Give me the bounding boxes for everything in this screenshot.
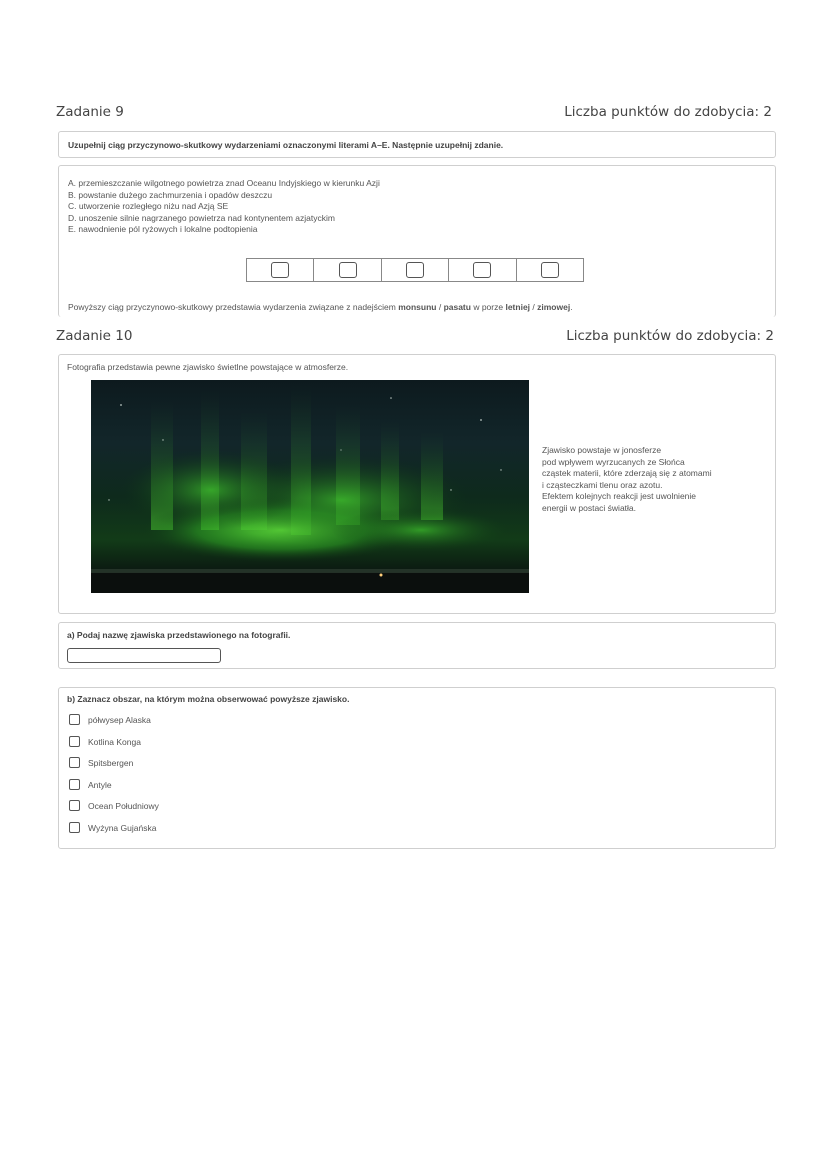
sequence-slot[interactable] [382,259,449,281]
sentence-middle: w porze [470,302,506,312]
task9-content-box [58,165,776,317]
slot-box[interactable] [271,262,289,278]
task10-header [56,328,774,344]
task10-points: Liczba punktów do zdobycia: 2 [566,328,774,344]
aurora-photo [91,380,529,593]
checkbox[interactable] [69,800,80,811]
checkbox[interactable] [69,779,80,790]
task10-intro: Fotografia przedstawia pewne zjawisko świetlne powstające w atmosferze. [67,362,349,372]
phenomenon-answer-input[interactable] [67,648,221,663]
option-label: Kotlina Konga [88,736,141,747]
task10-title: Zadanie 10 [56,328,133,344]
event-a: A. przemieszczanie wilgotnego powietrza znad Oceanu Indyjskiego w kierunku Azji [68,178,380,188]
part-a-question: a) Podaj nazwę zjawiska przedstawionego na fotografii. [67,630,291,640]
sequence-slot[interactable] [517,259,583,281]
task9-events [68,178,380,236]
sequence-slot[interactable] [314,259,381,281]
option-antyle[interactable] [69,779,112,790]
option-alaska[interactable] [69,714,151,725]
slot-box[interactable] [473,262,491,278]
description-line: Efektem kolejnych reakcji jest uwolnienie [542,491,697,501]
sequence-slot[interactable] [247,259,314,281]
event-d: D. unoszenie silnie nagrzanego powietrza nad kontynentem azjatyckim [68,212,335,223]
option-kotlina-konga[interactable] [69,736,141,747]
sequence-slot[interactable] [449,259,516,281]
checkbox[interactable] [69,736,80,747]
option-zimowej[interactable]: zimowej [537,302,571,312]
part-b-box [58,687,776,849]
sentence-sep1: / [436,302,444,312]
option-label: Ocean Południowy [88,800,159,811]
checkbox[interactable] [69,757,80,768]
option-wyzyna-gujanska[interactable] [69,822,156,833]
option-spitsbergen[interactable] [69,757,133,768]
description-line: pod wpływem wyrzucanych ze Słońca [542,456,685,467]
sequence-slots [246,258,584,282]
checkbox[interactable] [69,822,80,833]
option-label: Antyle [88,779,112,790]
slot-box[interactable] [541,262,559,278]
sentence-prefix: Powyższy ciąg przyczynowo-skutkowy przedstawia wydarzenia związane z nadejściem [68,302,399,312]
task9-sentence [68,302,573,314]
description-line: energii w postaci światła. [542,502,637,513]
sentence-sep2: / [530,302,538,312]
checkbox[interactable] [69,714,80,725]
event-c: C. utworzenie rozległego niżu nad Azją SE [68,201,229,211]
option-label: półwysep Alaska [88,714,151,725]
aurora-illustration [91,380,529,593]
description-line: cząstek materii, które zderzają się z atomami [542,468,712,478]
phenomenon-description [542,445,712,514]
option-monsunu[interactable]: monsunu [398,302,437,312]
task9-title: Zadanie 9 [56,104,124,120]
part-b-question: b) Zaznacz obszar, na którym można obserwować powyższe zjawisko. [67,694,350,704]
description-line: i cząsteczkami tlenu oraz azotu. [542,479,663,490]
task9-points: Liczba punktów do zdobycia: 2 [564,104,772,120]
part-a-box [58,622,776,669]
task9-header [56,104,772,120]
slot-box[interactable] [339,262,357,278]
task9-instruction-box [58,131,776,158]
description-line: Zjawisko powstaje w jonosferze [542,445,662,455]
option-label: Spitsbergen [88,757,134,768]
option-ocean-poludniowy[interactable] [69,800,159,811]
option-letniej[interactable]: letniej [505,302,531,312]
sentence-end: . [570,302,573,312]
option-pasatu[interactable]: pasatu [443,302,471,312]
option-label: Wyżyna Gujańska [88,822,157,833]
event-e: E. nawodnienie pól ryżowych i lokalne podtopienia [68,224,258,234]
event-b: B. powstanie dużego zachmurzenia i opadów deszczu [68,189,273,200]
task9-instruction: Uzupełnij ciąg przyczynowo-skutkowy wydarzeniami oznaczonymi literami A–E. Następnie uzupełnij zdanie. [68,140,504,150]
slot-box[interactable] [406,262,424,278]
